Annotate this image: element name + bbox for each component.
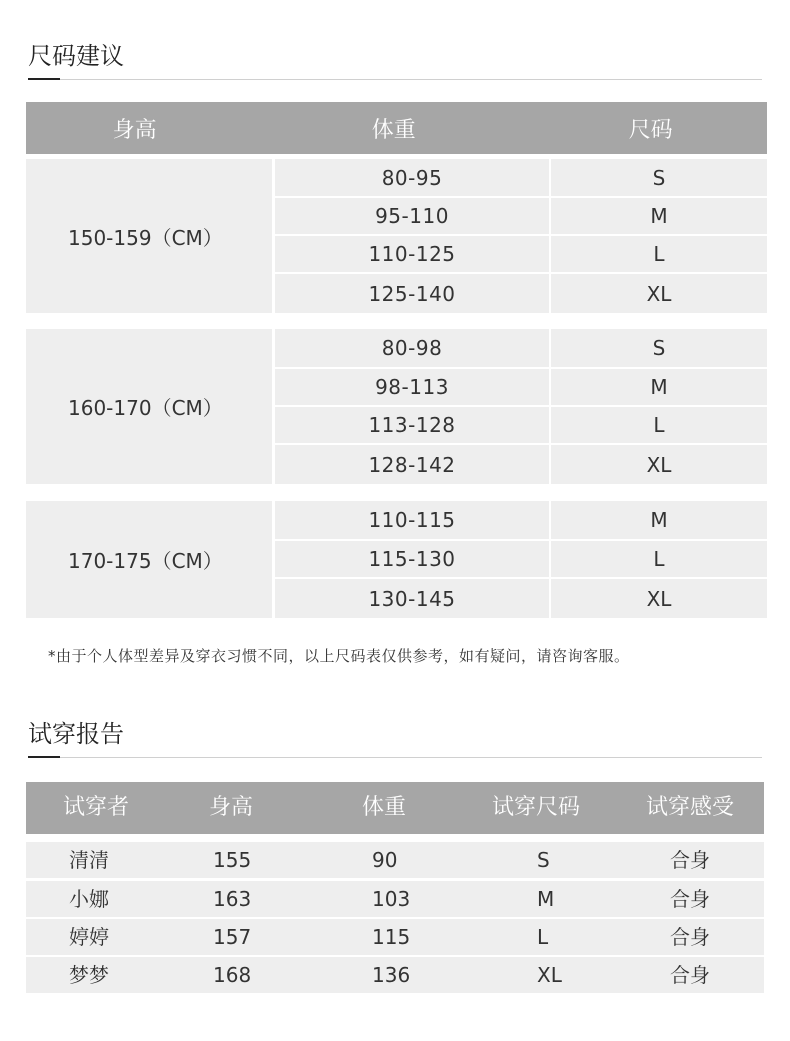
weight-cell: 80-95	[275, 159, 549, 196]
table-row	[275, 369, 767, 405]
table-row	[275, 329, 767, 367]
header-size: 尺码	[628, 117, 673, 143]
table-row	[26, 881, 764, 917]
header-trial-feel: 试穿感受	[646, 795, 735, 820]
size-group	[26, 501, 767, 618]
weight-cell: 98-113	[275, 369, 549, 405]
weight-cell: 95-110	[275, 198, 549, 234]
size-cell: L	[551, 407, 767, 443]
size-title-divider	[28, 79, 762, 80]
header-trial-size: 试穿尺码	[492, 795, 581, 820]
height-range-cell: 160-170（CM）	[26, 329, 272, 484]
size-section-title: 尺码建议	[28, 42, 124, 70]
size-cell: M	[551, 198, 767, 234]
trial-table-header	[26, 782, 764, 834]
weight-cell: 80-98	[275, 329, 549, 367]
size-cell: M	[551, 369, 767, 405]
weight-cell: 115	[372, 925, 411, 949]
weight-cell: 110-115	[275, 501, 549, 539]
size-cell: S	[551, 329, 767, 367]
table-row	[275, 159, 767, 196]
header-weight: 体重	[371, 117, 416, 143]
trial-section-title: 试穿报告	[28, 720, 124, 748]
weight-cell: 115-130	[275, 541, 549, 577]
height-cell: 157	[213, 925, 252, 949]
height-range-cell: 150-159（CM）	[26, 159, 272, 313]
height-cell: 168	[213, 963, 252, 987]
size-cell: L	[537, 925, 549, 949]
size-cell: S	[537, 848, 550, 872]
weight-cell: 110-125	[275, 236, 549, 272]
table-row	[275, 445, 767, 484]
table-row	[275, 274, 767, 313]
size-cell: XL	[551, 579, 767, 618]
height-range-cell: 170-175（CM）	[26, 501, 272, 618]
weight-cell: 103	[372, 887, 411, 911]
table-row	[26, 957, 764, 993]
weight-cell: 128-142	[275, 445, 549, 484]
table-row	[275, 579, 767, 618]
size-cell: M	[537, 887, 555, 911]
size-cell: M	[551, 501, 767, 539]
table-row	[26, 842, 764, 878]
tester-cell: 婷婷	[69, 925, 109, 949]
size-group-rows	[275, 159, 767, 313]
size-cell: XL	[537, 963, 562, 987]
weight-cell: 113-128	[275, 407, 549, 443]
tester-cell: 小娜	[69, 887, 109, 911]
weight-cell: 130-145	[275, 579, 549, 618]
weight-cell: 125-140	[275, 274, 549, 313]
weight-cell: 90	[372, 848, 398, 872]
table-row	[275, 198, 767, 234]
size-group	[26, 159, 767, 313]
size-cell: XL	[551, 274, 767, 313]
size-group-rows	[275, 501, 767, 618]
size-cell: XL	[551, 445, 767, 484]
weight-cell: 136	[372, 963, 411, 987]
table-row	[275, 501, 767, 539]
header-height: 身高	[112, 117, 157, 143]
tester-cell: 清清	[69, 848, 109, 872]
size-cell: L	[551, 541, 767, 577]
header-tester: 试穿者	[63, 795, 130, 820]
size-cell: S	[551, 159, 767, 196]
feel-cell: 合身	[670, 887, 710, 911]
size-group	[26, 329, 767, 484]
table-row	[26, 919, 764, 955]
table-row	[275, 541, 767, 577]
feel-cell: 合身	[670, 848, 710, 872]
size-disclaimer-note: *由于个人体型差异及穿衣习惯不同，以上尺码表仅供参考，如有疑问，请咨询客服。	[48, 647, 630, 665]
trial-title-divider	[28, 757, 762, 758]
table-row	[275, 236, 767, 272]
header-weight: 体重	[362, 795, 407, 820]
size-group-rows	[275, 329, 767, 484]
size-table-header	[26, 102, 767, 154]
size-cell: L	[551, 236, 767, 272]
tester-cell: 梦梦	[69, 963, 109, 987]
size-title-accent	[28, 78, 60, 80]
feel-cell: 合身	[670, 925, 710, 949]
trial-title-accent	[28, 756, 60, 758]
table-row	[275, 407, 767, 443]
height-cell: 155	[213, 848, 252, 872]
header-height: 身高	[209, 795, 254, 820]
feel-cell: 合身	[670, 963, 710, 987]
height-cell: 163	[213, 887, 252, 911]
